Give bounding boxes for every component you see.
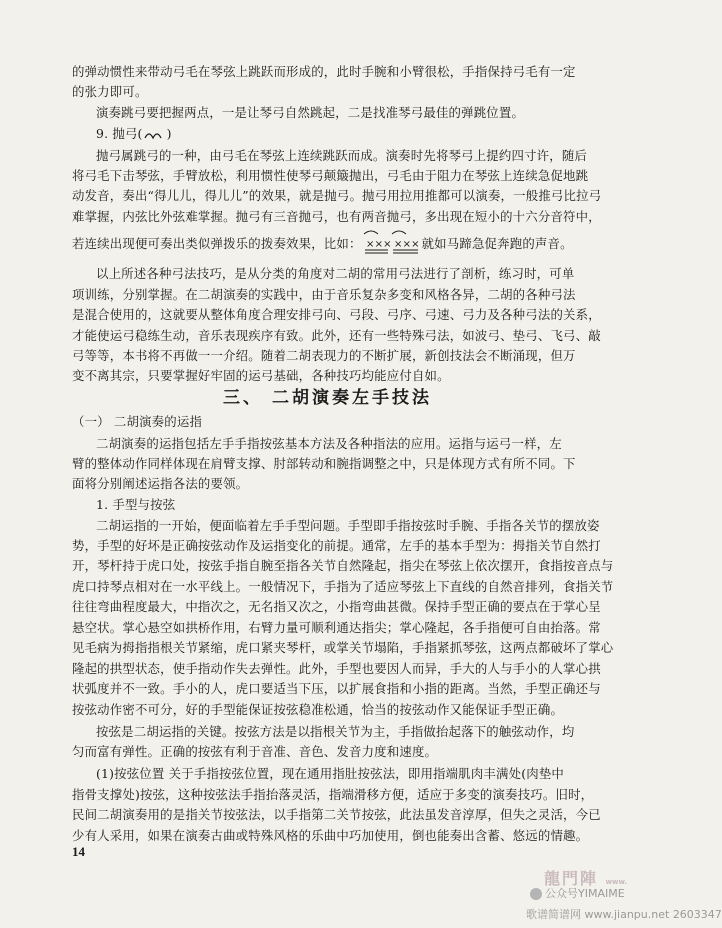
text-line: 民间二胡演奏用的是指关节按弦法，以手指第二关节按弦，此法虽发音淳厚，但失之灵活，今已 xyxy=(72,807,601,822)
watermark-site xyxy=(526,906,722,922)
text-line: 弓等等，本书将不再做一一介绍。随着二胡表现力的不断扩展，新创技法会不断涌现，但万 xyxy=(72,348,576,363)
watermark-account-text: 公众号YIMAIME xyxy=(545,887,625,900)
bow-throw-symbol-icon xyxy=(143,129,167,141)
page-number: 14 xyxy=(72,844,85,859)
watermark-account xyxy=(530,885,625,901)
svg-text:×××: ××× xyxy=(365,239,392,250)
music-notation-icon xyxy=(362,236,422,252)
text-line: 少有人采用，如果在演奏古曲或特殊风格的乐曲中巧加使用，倒也能奏出含蓄、悠远的情趣。 xyxy=(72,828,589,843)
text-line: 演奏跳弓要把握两点，一是让琴弓自然跳起，二是找准琴弓最佳的弹跳位置。 xyxy=(96,105,525,120)
text-line: 臂的整体动作同样体现在肩臂支撑、肘部转动和腕指调整之中，只是体现方式有所不同。下 xyxy=(72,456,576,471)
watermark-brand-small: www. xyxy=(605,878,628,886)
watermark-brand-text: 龍門陣 xyxy=(544,869,599,888)
text-line: 开，琴杆持于虎口处，按弦手指自腕至指各关节自然隆起，指尖在琴弦上依次摆开，食指按音点与 xyxy=(72,558,614,573)
text-line: 是混合使用的，这就要从整体角度合理安排弓向、弓段、弓序、弓速、弓力及各种弓法的关系， xyxy=(72,307,601,322)
wechat-logo-icon xyxy=(530,888,542,900)
text-line: 以上所述各种弓法技巧，是从分类的角度对二胡的常用弓法进行了剖析，练习时，可单 xyxy=(96,266,575,281)
subsection-heading: 1. 手型与按弦 xyxy=(96,497,176,512)
text-line: 悬空状。掌心悬空如拱桥作用，右臂力量可顺利通达指尖；掌心隆起，各手指便可自由抬落。常 xyxy=(72,620,601,635)
text-line: 指骨支撑处)按弦，这种按弦法手指抬落灵活，指端滑移方便，适应于多变的演奏技巧。旧时， xyxy=(72,787,594,802)
text-line: 的张力即可。 xyxy=(72,84,148,99)
watermark-site-text: 歌谱简谱网 www.jianpu.net xyxy=(526,908,670,921)
text-line: 二胡运指的一开始，便面临着左手手型问题。手型即手指按弦时手腕、手指各关节的摆放姿 xyxy=(96,518,600,533)
text-span: 就如马蹄急促奔跑的声音。 xyxy=(421,236,573,251)
text-line: 变不离其宗，只要掌握好牢固的运弓基础，各种技巧均能应付自如。 xyxy=(72,368,450,383)
text-span: 若连续出现便可奏出类似弹拨乐的拨奏效果，比如： xyxy=(72,236,362,251)
text-line: 项训练，分别掌握。在二胡演奏的实践中，由于音乐复杂多变和风格各异，二胡的各种弓法 xyxy=(72,287,576,302)
heading-text: 9. 抛弓( xyxy=(96,126,143,141)
text-line: 的弹动惯性来带动弓毛在琴弦上跳跃而形成的，此时手腕和小臂很松，手指保持弓毛有一定 xyxy=(72,64,576,79)
text-line: 面将分别阐述运指各法的要领。 xyxy=(72,476,249,491)
text-line: 隆起的拱型状态，使手指动作失去弹性。此外，手型也要因人而异，手大的人与手小的人掌心拱 xyxy=(72,661,601,676)
text-line: 往往弯曲程度最大，中指次之，无名指又次之，小指弯曲甚微。保持手型正确的要点在于掌心呈 xyxy=(72,599,601,614)
text-line: (1)按弦位置 关于手指按弦位置，现在通用指肚按弦法，即用指端肌肉丰满处(肉垫中 xyxy=(96,766,564,781)
text-line: 难掌握，内弦比外弦难掌握。抛弓有三音抛弓，也有两音抛弓，多出现在短小的十六分音符中， xyxy=(72,209,601,224)
text-line: 动发音，奏出“得儿儿，得儿儿”的效果，就是抛弓。抛弓用拉用推都可以演奏，一般推弓比拉弓 xyxy=(72,188,602,203)
text-line-with-notation xyxy=(72,236,590,252)
text-line: 虎口持琴点相对在一水平线上。一般情况下，手指为了适应琴弦上下直线的自然音排列，食指关节 xyxy=(72,579,614,594)
text-line: 按弦动作密不可分，好的手型能保证按弦稳准松通，恰当的按弦动作又能保证手型正确。 xyxy=(72,702,564,717)
text-line: 势，手型的好坏是正确按弦动作及运指变化的前提。通常，左手的基本手型为：拇指关节自然打 xyxy=(72,538,601,553)
watermark-id: 2603347 xyxy=(672,908,722,921)
text-line: （一） 二胡演奏的运指 xyxy=(72,414,203,429)
text-line: 见毛病为拇指指根关节紧缩，虎口紧夹琴杆，或掌关节塌陷，手指紧抓琴弦，这两点都破坏了掌心 xyxy=(72,640,614,655)
text-line: 才能使运弓稳练生动，音乐表现疾序有致。此外，还有一些特殊弓法，如波弓、垫弓、飞弓、敲 xyxy=(72,328,601,343)
text-line: 按弦是二胡运指的关键。按弦方法是以指根关节为主，手指做抬起落下的触弦动作，均 xyxy=(96,724,575,739)
text-line: 抛弓属跳弓的一种，由弓毛在琴弦上连续跳跃而成。演奏时先将琴弓上提约四寸许，随后 xyxy=(96,148,588,163)
heading-close-paren: ) xyxy=(166,126,172,141)
text-line: 将弓毛下击琴弦，手臂放松，利用惯性使琴弓颠簸抛出，弓毛由于阻力在琴弦上连续急促地跳 xyxy=(72,168,589,183)
text-line: 二胡演奏的运指包括左手手指按弦基本方法及各种指法的应用。运指与运弓一样，左 xyxy=(96,436,562,451)
chapter-heading: 三、 二胡演奏左手技法 xyxy=(223,388,432,408)
section-heading-9 xyxy=(96,126,590,142)
text-line: 匀而富有弹性。正确的按弦有利于音准、音色、发音力度和速度。 xyxy=(72,744,438,759)
svg-text:×××: ××× xyxy=(393,239,420,250)
text-line: 状弧度并不一致。手小的人，虎口要适当下压，以扩展食指和小指的距离。当然，手型正确还与 xyxy=(72,681,601,696)
